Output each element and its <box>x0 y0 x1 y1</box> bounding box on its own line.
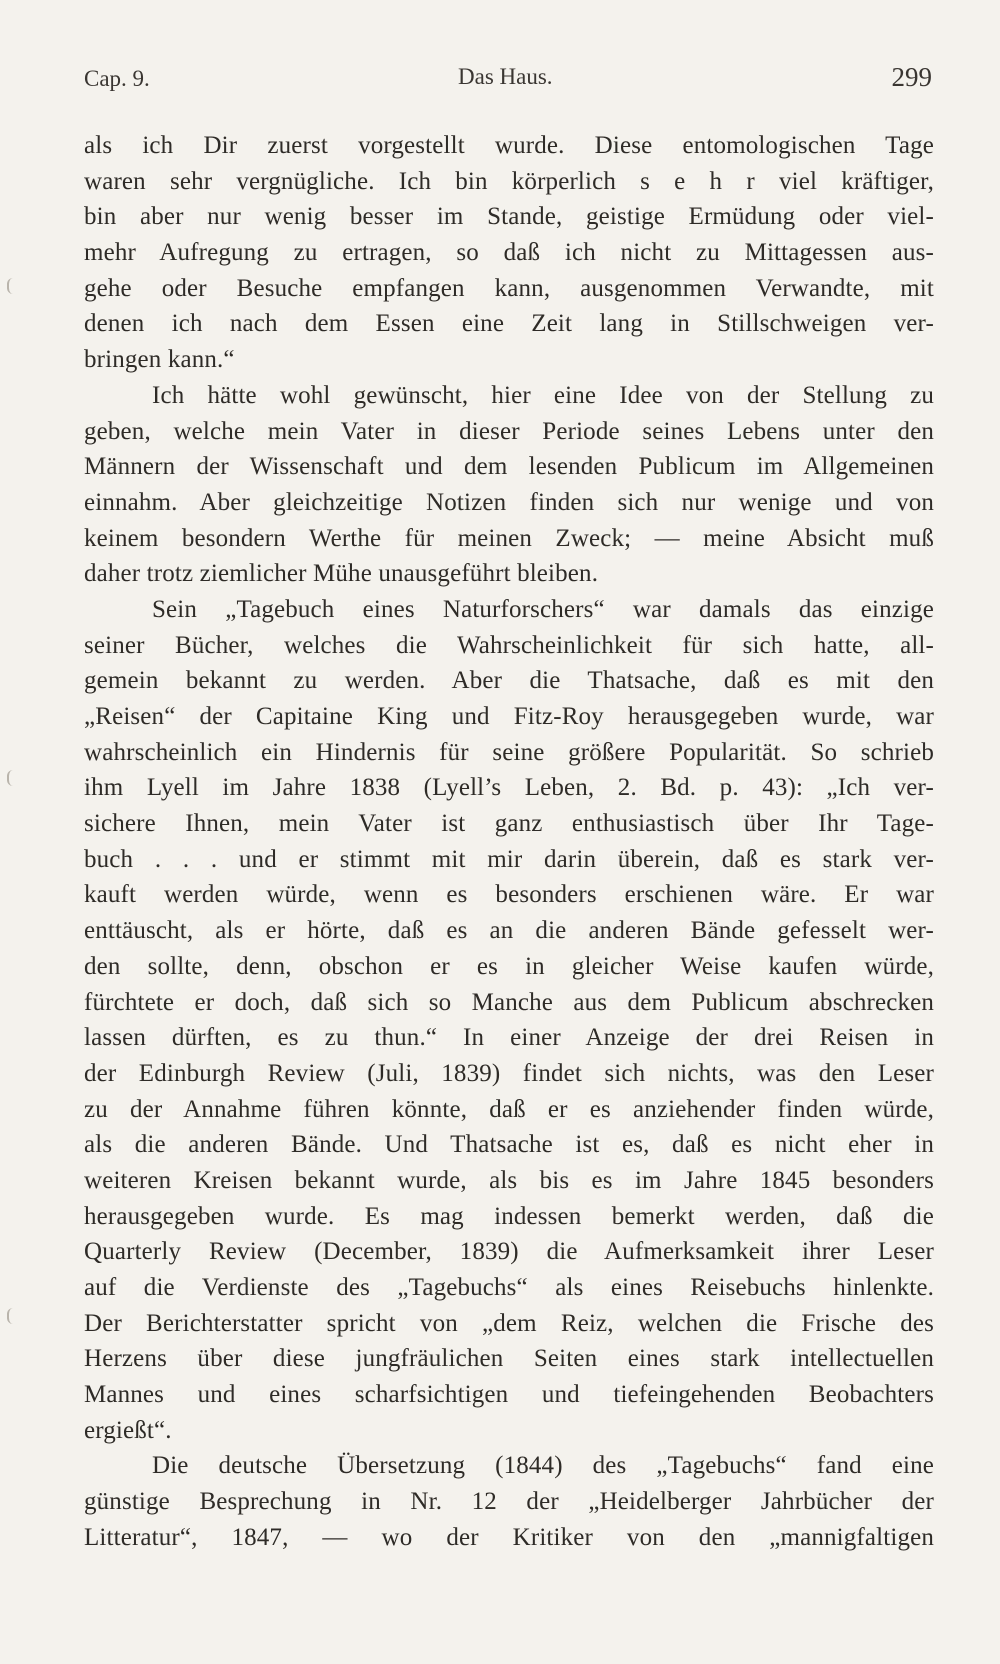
text-line: den sollte, denn, obschon er es in gleicher Weise kaufen würde, <box>84 952 934 980</box>
text-line: Ich hätte wohl gewünscht, hier eine Idee von der Stellung zu <box>152 381 934 409</box>
text-line: bringen kann.“ <box>84 346 235 374</box>
text-line: daher trotz ziemlicher Mühe unausgeführt bleiben. <box>84 560 599 588</box>
text-line: seiner Bücher, welches die Wahrscheinlichkeit für sich hatte, all- <box>84 631 934 659</box>
text-line: bin aber nur wenig besser im Stande, geistige Ermüdung oder viel- <box>84 203 934 231</box>
margin-mark <box>7 770 13 786</box>
text-line: Männern der Wissenschaft und dem lesenden Publicum im Allgemeinen <box>84 453 934 481</box>
page-number: 299 <box>891 62 932 92</box>
text-line: der Edinburgh Review (Juli, 1839) findet sich nichts, was den Leser <box>84 1059 934 1087</box>
section-title: Das Haus. <box>458 64 553 89</box>
margin-mark <box>7 278 13 294</box>
text-line: Mannes und eines scharfsichtigen und tiefeingehenden Beobachters <box>84 1381 934 1409</box>
text-line: günstige Besprechung in Nr. 12 der „Heidelberger Jahrbücher der <box>84 1488 934 1516</box>
text-line: lassen dürften, es zu thun.“ In einer Anzeige der drei Reisen in <box>84 1024 934 1052</box>
text-line: ergießt“. <box>84 1416 172 1444</box>
text-line: gemein bekannt zu werden. Aber die Thatsache, daß es mit den <box>84 667 934 695</box>
text-line: auf die Verdienste des „Tagebuchs“ als eines Reisebuchs hinlenkte. <box>84 1274 934 1301</box>
text-line: enttäuscht, als er hörte, daß es an die anderen Bände gefesselt wer- <box>84 917 934 945</box>
running-head <box>84 62 932 102</box>
text-line: Quarterly Review (December, 1839) die Aufmerksamkeit ihrer Leser <box>84 1238 934 1266</box>
text-line: gehe oder Besuche empfangen kann, ausgenommen Verwandte, mit <box>84 274 934 302</box>
text-line: Litteratur“, 1847, — wo der Kritiker von den „mannigfaltigen <box>84 1523 934 1551</box>
text-line: zu der Annahme führen könnte, daß er es anziehender finden würde, <box>84 1095 934 1123</box>
text-line: sichere Ihnen, mein Vater ist ganz enthusiastisch über Ihr Tage- <box>84 810 934 838</box>
text-line: Der Berichterstatter spricht von „dem Reiz, welchen die Frische des <box>84 1309 934 1337</box>
text-line: „Reisen“ der Capitaine King und Fitz-Roy herausgegeben wurde, war <box>84 703 934 730</box>
text-line: buch . . . und er stimmt mit mir darin überein, daß es stark ver- <box>84 845 934 873</box>
text-line: fürchtete er doch, daß sich so Manche aus dem Publicum abschrecken <box>84 988 934 1016</box>
text-line: keinem besondern Werthe für meinen Zweck; — meine Absicht muß <box>84 524 934 552</box>
margin-mark <box>7 1308 13 1324</box>
text-line: Sein „Tagebuch eines Naturforschers“ war damals das einzige <box>152 595 934 623</box>
text-line: wahrscheinlich ein Hindernis für seine größere Popularität. So schrieb <box>84 738 934 766</box>
text-line: ihm Lyell im Jahre 1838 (Lyell’s Leben, 2. Bd. p. 43): „Ich ver- <box>84 774 934 802</box>
text-line: herausgegeben wurde. Es mag indessen bemerkt werden, daß die <box>84 1202 934 1230</box>
text-line: geben, welche mein Vater in dieser Periode seines Lebens unter den <box>84 417 934 445</box>
chapter-label: Cap. 9. <box>84 66 150 91</box>
text-line: als ich Dir zuerst vorgestellt wurde. Diese entomologischen Tage <box>84 132 934 159</box>
text-line: Die deutsche Übersetzung (1844) des „Tagebuchs“ fand eine <box>152 1452 934 1480</box>
text-line: als die anderen Bände. Und Thatsache ist es, daß es nicht eher in <box>84 1131 934 1159</box>
text-line: Herzens über diese jungfräulichen Seiten eines stark intellectuellen <box>84 1345 934 1373</box>
text-line: waren sehr vergnügliche. Ich bin körperlich s e h r viel kräftiger, <box>84 167 934 195</box>
text-line: kauft werden würde, wenn es besonders erschienen wäre. Er war <box>84 881 934 909</box>
text-line: mehr Aufregung zu ertragen, so daß ich nicht zu Mittagessen aus- <box>84 239 934 267</box>
body-text <box>84 128 934 1556</box>
text-line: einnahm. Aber gleichzeitige Notizen finden sich nur wenige und von <box>84 488 934 516</box>
text-line: denen ich nach dem Essen eine Zeit lang in Stillschweigen ver- <box>84 310 934 338</box>
text-line: weiteren Kreisen bekannt wurde, als bis es im Jahre 1845 besonders <box>84 1166 934 1194</box>
